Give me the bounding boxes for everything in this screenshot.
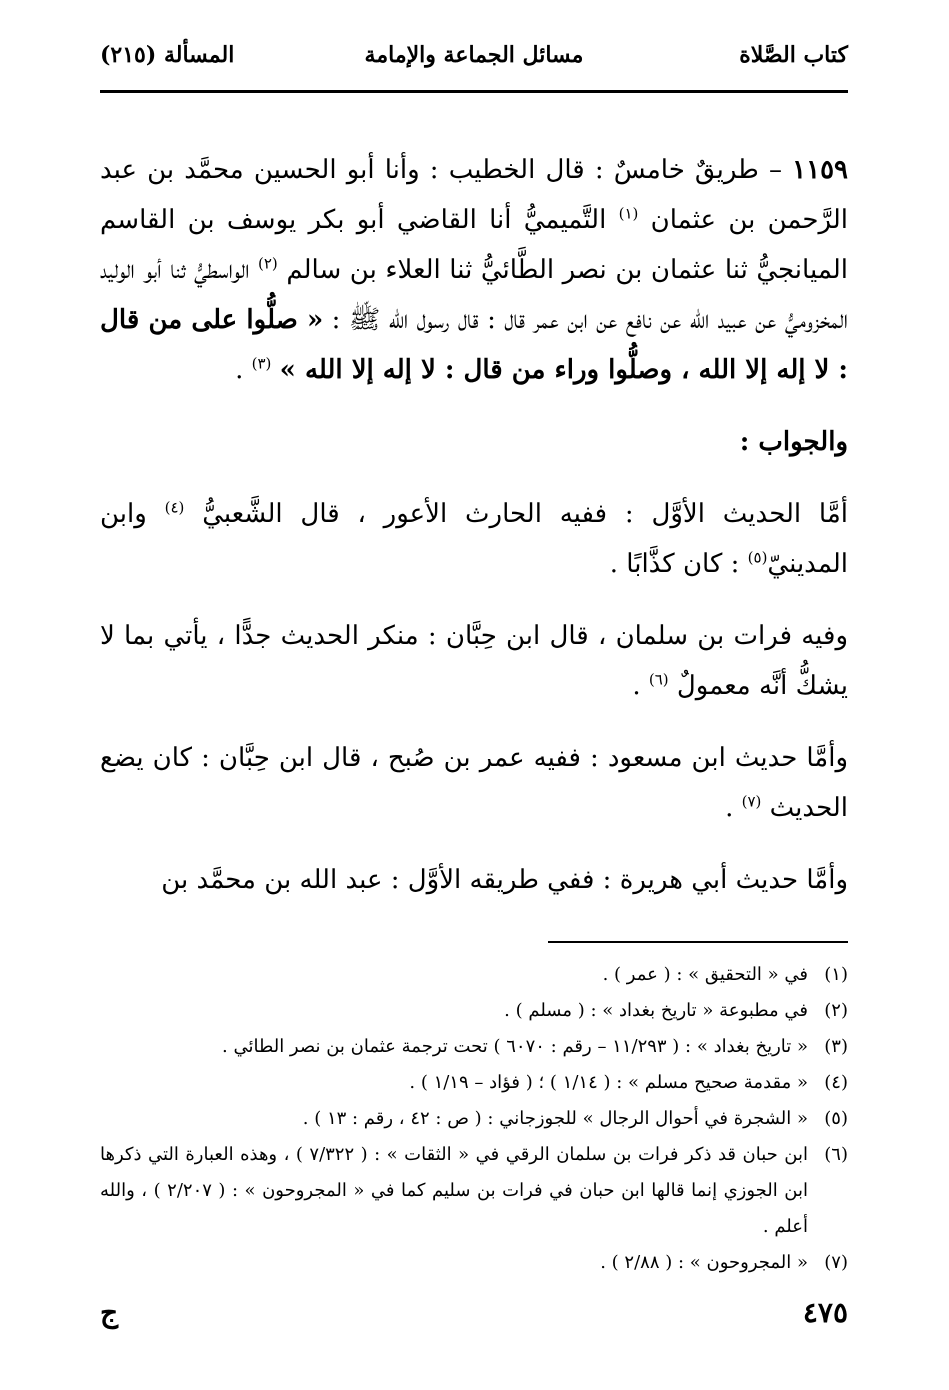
footnote-ref: (٦) xyxy=(648,670,669,689)
footnote-number: (٢) xyxy=(824,1000,848,1021)
footnote-ref: (٢) xyxy=(258,254,278,273)
footnote-item xyxy=(100,1245,848,1281)
footnote-ref: (٣) xyxy=(251,354,272,373)
hadith-quote: « صلُّوا على من قال : لا إله إلا الله ، وصلُّوا وراء من قال : لا إله إلا الله » xyxy=(100,305,848,385)
footnote-item xyxy=(100,957,848,993)
footnote-text: « مقدمة صحيح مسلم » : ( ١/١٤ ) ؛ ( فؤاد – ١/١٩ ) . xyxy=(409,1072,808,1093)
footnote-number: (٣) xyxy=(824,1036,848,1057)
text-segment: . xyxy=(725,793,742,823)
footnote-text: في « التحقيق » : ( عمر ) . xyxy=(602,964,808,985)
footnote-number: (٦) xyxy=(824,1144,848,1165)
footnote-item xyxy=(100,993,848,1029)
header-chapter-title: مسائل الجماعة والإمامة xyxy=(364,42,584,68)
text-segment: . xyxy=(235,355,252,385)
paragraph-abu-hurayra: وأمَّا حديث أبي هريرة : ففي طريقه الأوَّل : عبد الله بن محمَّد بن xyxy=(161,865,848,895)
text-segment: أمَّا الحديث الأوَّل : ففيه الحارث الأعور ، قال الشَّعبيُّ xyxy=(184,499,848,529)
text-segment: وابن المدينيّ xyxy=(100,499,848,579)
footnote-text: في مطبوعة « تاريخ بغداد » : ( مسلم ) . xyxy=(504,1000,808,1021)
footnote-text: « الشجرة في أحوال الرجال » للجوزجاني : ( ص : ٤٢ ، رقم : ١٣ ) . xyxy=(302,1108,808,1129)
footnote-item xyxy=(100,1137,848,1245)
running-header xyxy=(100,38,848,93)
footnote-separator xyxy=(548,941,848,943)
paragraph-first-hadith xyxy=(100,489,848,589)
footnote-item xyxy=(100,1101,848,1137)
paragraph-furat xyxy=(100,611,848,711)
text-segment: – طريقٌ خامسٌ : قال الخطيب : وأنا أبو الحسين محمَّد بن عبد الرَّحمن بن عثمان xyxy=(100,155,848,235)
page-footer xyxy=(100,1296,848,1336)
footnotes xyxy=(100,957,848,1281)
text-segment: وأمَّا حديث ابن مسعود : ففيه عمر بن صُبح ، قال ابن حِبَّان : كان يضع الحديث xyxy=(100,743,848,823)
text-segment: وفيه فرات بن سلمان ، قال ابن حِبَّان : منكر الحديث جدًّا ، يأتي بما لا يشكُّ أنَّه معمولٌ xyxy=(100,621,848,701)
footnote-ref: (٧) xyxy=(741,792,762,811)
paragraph-ibn-masud xyxy=(100,733,848,833)
footnote-number: (٧) xyxy=(824,1252,848,1273)
footnote-text: ابن حبان قد ذكر فرات بن سلمان الرقي في « الثقات » : ( ٧/٣٢٢ ) ، وهذه العبارة التي ذكرها ابن الجوزي إنما قالها ابن حبان في فرات بن سليم كما في « المجروحون » : ( ٢/٢٠٧ ) ، والله أعلم . xyxy=(100,1144,808,1237)
hadith-number: ١١٥٩ xyxy=(792,155,848,185)
header-issue-number: المسألة (٢١٥) xyxy=(100,42,235,68)
page-number: ٤٧٥ xyxy=(802,1296,848,1329)
footnote-item xyxy=(100,1029,848,1065)
footnote-ref: (١) xyxy=(618,204,639,223)
text-segment: . xyxy=(632,671,649,701)
footnote-number: (١) xyxy=(824,964,848,985)
main-text xyxy=(100,145,848,905)
text-segment: : كان كذَّابًا . xyxy=(609,549,748,579)
book-page xyxy=(100,38,848,1358)
footnote-item xyxy=(100,1065,848,1101)
paragraph-hadith-1159 xyxy=(100,145,848,395)
signature-mark: ج xyxy=(100,1296,119,1329)
footnote-number: (٤) xyxy=(824,1072,848,1093)
footnote-text: « تاريخ بغداد » : ( ١١/٢٩٣ – رقم : ٦٠٧٠ ) تحت ترجمة عثمان بن نصر الطائي . xyxy=(222,1036,808,1057)
header-book-title: كتاب الصَّلاة xyxy=(739,42,848,68)
text-segment: التَّميميُّ أنا القاضي أبو بكر يوسف بن القاسم الميانجيُّ ثنا عثمان بن نصر الطَّائيُّ ثنا العلاء بن سالم xyxy=(100,205,848,285)
footnote-ref: (٥) xyxy=(747,548,768,567)
answer-heading: والجواب : xyxy=(739,427,848,457)
footnote-ref: (٤) xyxy=(164,498,185,517)
footnote-number: (٥) xyxy=(824,1108,848,1129)
text-segment: الواسطيُّ ثنا أبو الوليد المخزوميُّ عن عبيد الله عن نافع عن ابن عمر قال : قال رسول الله ﷺ : xyxy=(100,255,848,335)
footnote-text: « المجروحون » : ( ٢/٨٨ ) . xyxy=(600,1252,808,1273)
